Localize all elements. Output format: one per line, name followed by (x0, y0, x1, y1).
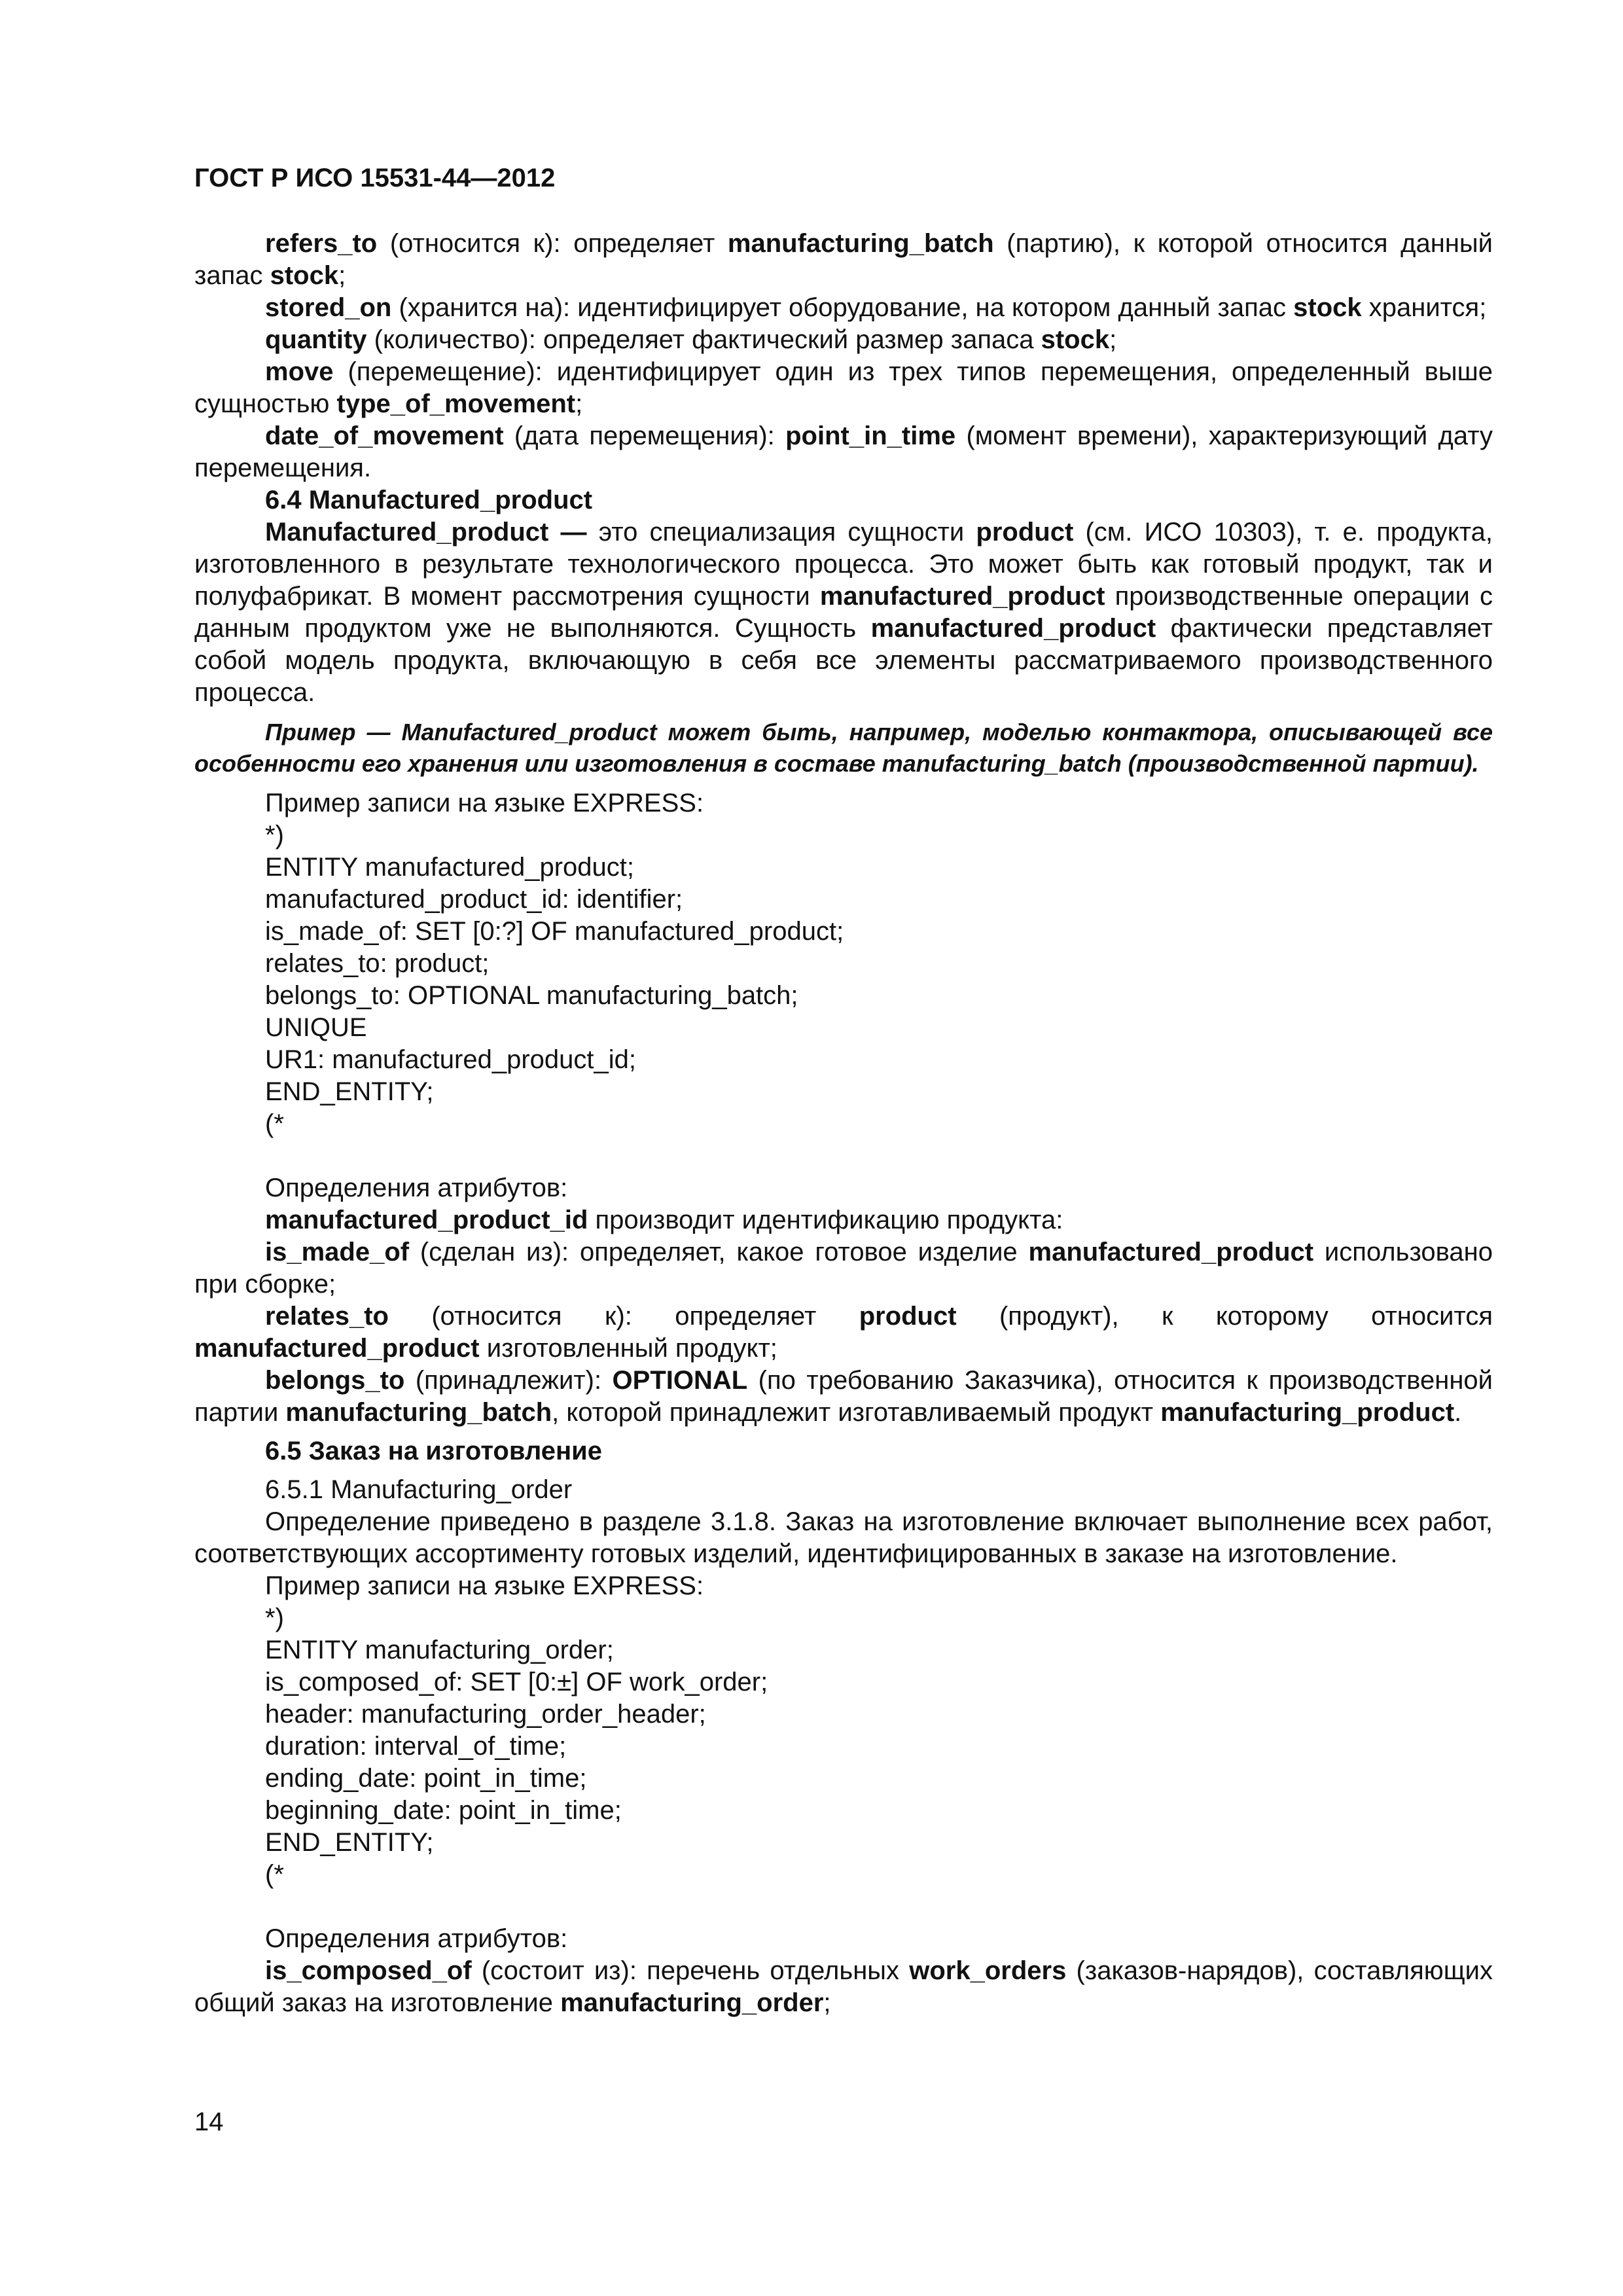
code-line: *) (265, 821, 284, 850)
express-intro-2: Пример записи на языке EXPRESS: (265, 1571, 704, 1600)
section-heading-6-4: 6.4 Manufactured_product (265, 486, 593, 514)
attribute-manufactured-product-id: manufactured_product_id производит идентификацию продукта: (265, 1206, 1063, 1234)
code-line: duration: interval_of_time; (265, 1732, 567, 1761)
code-line: relates_to: product; (265, 949, 490, 978)
page-number: 14 (194, 2108, 224, 2136)
code-line: END_ENTITY; (265, 1828, 434, 1857)
code-line: belongs_to: OPTIONAL manufacturing_batch; (265, 981, 798, 1010)
code-line: UR1: manufactured_product_id; (265, 1045, 636, 1074)
code-line: END_ENTITY; (265, 1077, 434, 1106)
code-line: beginning_date: point_in_time; (265, 1796, 622, 1825)
section-heading-6-5: 6.5 Заказ на изготовление (265, 1437, 603, 1465)
code-line: is_made_of: SET [0:?] OF manufactured_product; (265, 917, 844, 946)
code-line: ENTITY manufacturing_order; (265, 1636, 614, 1664)
attribute-is-composed-of: is_composed_of (состоит из): перечень отдельных work_orders (заказов-нарядов), составляющих общий заказ на изготовление manufacturing_order; (194, 1956, 1493, 2017)
express-code-block-1 (194, 819, 1493, 1140)
document-header: ГОСТ Р ИСО 15531-44—2012 (194, 164, 556, 192)
document-body (194, 228, 1493, 2019)
code-line: header: manufacturing_order_header; (265, 1700, 706, 1729)
attributes-title-1: Определения атрибутов: (265, 1174, 568, 1202)
code-line: ending_date: point_in_time; (265, 1764, 587, 1793)
attribute-is-made-of: is_made_of (сделан из): определяет, какое готовое изделие manufactured_product использовано при сборке; (194, 1238, 1493, 1299)
attribute-belongs-to: belongs_to (принадлежит): OPTIONAL (по требованию Заказчика), относится к производственной партии manufacturing_batch, которой принадлежит изготавливаемый продукт manufacturing_product. (194, 1366, 1493, 1427)
code-line: (* (265, 1860, 284, 1889)
example-note: Пример — Manufactured_product может быть, например, моделью контактора, описывающей все особенности его хранения или изготовления в составе manufacturing_batch (производственной партии). (194, 719, 1493, 777)
paragraph-stored-on: stored_on (хранится на): идентифицирует оборудование, на котором данный запас stock хранится; (265, 293, 1487, 322)
code-line: ENTITY manufactured_product; (265, 853, 634, 882)
subsection-heading-6-5-1: 6.5.1 Manufacturing_order (265, 1475, 573, 1504)
paragraph-order-definition: Определение приведено в разделе 3.1.8. Заказ на изготовление включает выполнение всех работ, соответствующих ассортименту готовых изделий, идентифицированных в заказе на изготовление. (194, 1507, 1493, 1568)
code-line: UNIQUE (265, 1013, 367, 1042)
paragraph-refers-to: refers_to (относится к): определяет manufacturing_batch (партию), к которой относится данный запас stock; (194, 229, 1493, 290)
express-code-block-2 (194, 1602, 1493, 1891)
express-intro-1: Пример записи на языке EXPRESS: (265, 789, 704, 817)
attribute-relates-to: relates_to (относится к): определяет product (продукт), к которому относится manufactured_product изготовленный продукт; (194, 1302, 1493, 1363)
paragraph-date-of-movement: date_of_movement (дата перемещения): point_in_time (момент времени), характеризующий дату перемещения. (194, 422, 1493, 482)
paragraph-quantity: quantity (количество): определяет фактический размер запаса stock; (265, 325, 1117, 354)
attributes-title-2: Определения атрибутов: (265, 1924, 568, 1953)
paragraph-move: move (перемещение): идентифицирует один из трех типов перемещения, определенный выше сущностью type_of_movement; (194, 357, 1493, 418)
code-line: (* (265, 1109, 284, 1138)
code-line: is_composed_of: SET [0:±] OF work_order; (265, 1668, 768, 1696)
paragraph-manufactured-product: Manufactured_product — это специализация сущности product (см. ИСО 10303), т. е. продукта, изготовленного в результате технологического процесса. Это может быть как готовый продукт, так и полуфабрикат. В момент рассмотрения сущности manufactured_product производственные операции с данным продуктом уже не выполняются. Сущность manufactured_product фактически представляет собой модель продукта, включающую в себя все элементы рассматриваемого производственного процесса. (194, 518, 1493, 707)
code-line: *) (265, 1604, 284, 1632)
code-line: manufactured_product_id: identifier; (265, 885, 683, 914)
